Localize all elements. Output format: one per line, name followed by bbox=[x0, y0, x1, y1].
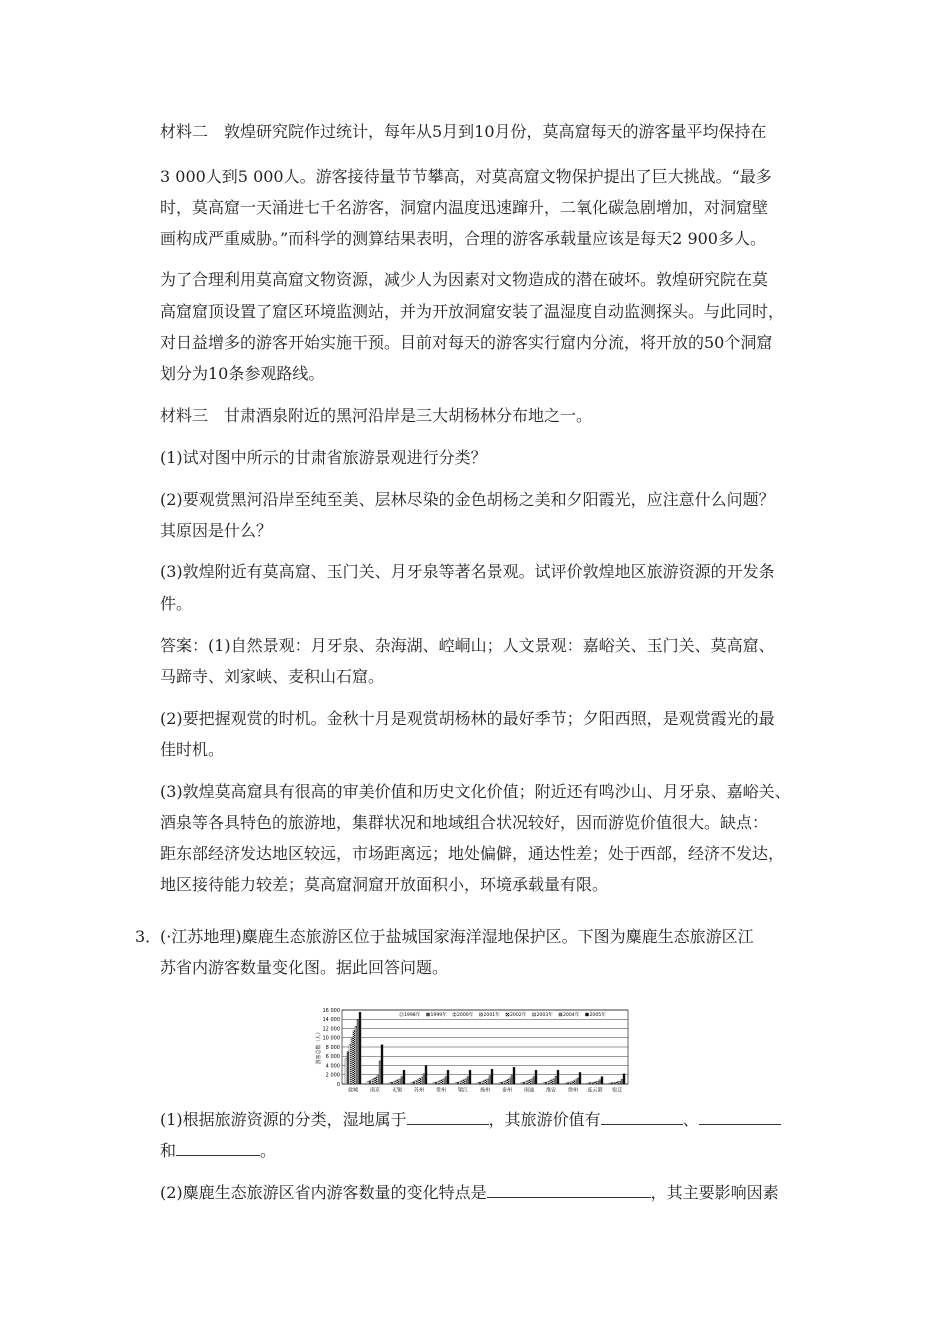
bar bbox=[463, 1080, 465, 1084]
bar bbox=[477, 1083, 479, 1084]
text-line: 酒泉等各具特色的旅游地，集群状况和地域组合状况较好，因而游览价值很大。缺点： bbox=[160, 813, 769, 832]
text-line: 3 000人到5 000人。游客接待量节节攀高，对莫高窟文物保护提出了巨大挑战。“最多 bbox=[160, 167, 772, 186]
bar bbox=[357, 1019, 359, 1084]
bar bbox=[565, 1083, 567, 1084]
bar bbox=[351, 1038, 353, 1084]
bar bbox=[599, 1080, 601, 1084]
bar bbox=[545, 1082, 547, 1084]
bar bbox=[375, 1077, 377, 1084]
x-tick-label: 扬州 bbox=[479, 1087, 491, 1094]
bar bbox=[353, 1031, 355, 1084]
bar bbox=[443, 1079, 445, 1084]
text-line: 件。 bbox=[160, 594, 193, 613]
bar bbox=[349, 1045, 351, 1084]
text-line: 其原因是什么？ bbox=[160, 521, 273, 540]
bar bbox=[573, 1081, 575, 1084]
x-tick-label: 苏州 bbox=[413, 1087, 425, 1094]
question-1: (1)试对图中所示的甘肃省旅游景观进行分类？ bbox=[160, 448, 487, 467]
bar bbox=[435, 1082, 437, 1084]
bar bbox=[503, 1082, 505, 1084]
bar bbox=[483, 1081, 485, 1084]
y-tick-label: 0 bbox=[336, 1081, 340, 1088]
bar bbox=[513, 1067, 515, 1084]
text-segment: (2)麋鹿生态旅游区省内游客数量的变化特点是 bbox=[160, 1183, 487, 1202]
bar bbox=[569, 1082, 571, 1084]
bar bbox=[619, 1081, 621, 1084]
bar bbox=[345, 1059, 347, 1084]
bar bbox=[597, 1081, 599, 1084]
text-segment: ，其旅游价值有 bbox=[488, 1110, 601, 1129]
bar bbox=[461, 1081, 463, 1084]
bar bbox=[557, 1070, 559, 1084]
text-line: (·江苏地理)麋鹿生态旅游区位于盐城国家海洋湿地保护区。下图为麋鹿生态旅游区江 bbox=[160, 927, 754, 946]
text-line: 高窟窟顶设置了窟区环境监测站，并为开放洞窟安装了温湿度自动监测探头。与此同时， bbox=[160, 302, 785, 321]
text-line: (2)要观赏黑河沿岸至纯至美、层林尽染的金色胡杨之美和夕阳霞光，应注意什么问题？ bbox=[160, 490, 775, 509]
bar bbox=[469, 1070, 471, 1084]
bar bbox=[511, 1075, 513, 1084]
legend-label: 2002年 bbox=[510, 1012, 527, 1018]
y-tick-label: 2 000 bbox=[325, 1072, 340, 1079]
legend-swatch bbox=[400, 1013, 403, 1016]
bar bbox=[529, 1080, 531, 1084]
bar bbox=[571, 1082, 573, 1084]
bar bbox=[577, 1078, 579, 1084]
x-tick-label: 徐州 bbox=[567, 1087, 579, 1094]
bar bbox=[415, 1081, 417, 1084]
bar bbox=[489, 1076, 491, 1084]
bar bbox=[533, 1077, 535, 1084]
y-tick-label: 14 000 bbox=[322, 1017, 340, 1024]
legend-swatch bbox=[586, 1013, 589, 1016]
bar bbox=[425, 1066, 427, 1085]
y-tick-label: 16 000 bbox=[322, 1007, 340, 1014]
text-segment: 和 bbox=[160, 1141, 177, 1160]
x-tick-label: 连云港 bbox=[587, 1087, 603, 1094]
x-tick-label: 南通 bbox=[523, 1087, 535, 1094]
y-tick-label: 10 000 bbox=[322, 1035, 340, 1042]
bar bbox=[485, 1080, 487, 1084]
bar bbox=[355, 1026, 357, 1084]
bar bbox=[395, 1081, 397, 1084]
bar bbox=[401, 1077, 403, 1084]
bar bbox=[615, 1082, 617, 1084]
bar bbox=[399, 1079, 401, 1084]
text-line: 画构成严重威胁。”而科学的测算结果表明，合理的游客承载量应该是每天2 900多人。 bbox=[160, 229, 766, 248]
bar bbox=[553, 1079, 555, 1084]
legend-label: 2003年 bbox=[536, 1012, 553, 1018]
bar bbox=[417, 1080, 419, 1084]
bar bbox=[613, 1083, 615, 1084]
legend-label: 1999年 bbox=[430, 1012, 447, 1018]
bar bbox=[389, 1083, 391, 1084]
bar bbox=[547, 1082, 549, 1084]
legend-swatch bbox=[533, 1013, 536, 1016]
bar bbox=[587, 1083, 589, 1084]
text-segment: (1)根据旅游资源的分类，湿地属于 bbox=[160, 1110, 407, 1129]
bar bbox=[575, 1080, 577, 1084]
text-line: 划分为10条参观路线。 bbox=[160, 364, 325, 383]
bar bbox=[507, 1079, 509, 1084]
legend-swatch bbox=[453, 1013, 456, 1016]
bar bbox=[391, 1082, 393, 1084]
bar bbox=[347, 1052, 349, 1084]
bar bbox=[601, 1077, 603, 1084]
text-line: 马蹄寺、刘家峡、麦积山石窟。 bbox=[160, 667, 385, 686]
bar bbox=[433, 1083, 435, 1084]
text-line: 对日益增多的游客开始实施干预。目前对每天的游客实行窟内分流，将开放的50个洞窟 bbox=[160, 333, 773, 352]
y-tick-label: 6 000 bbox=[325, 1054, 340, 1061]
bar bbox=[593, 1082, 595, 1084]
answer-blank[interactable] bbox=[176, 1139, 260, 1156]
bar bbox=[369, 1081, 371, 1084]
bar bbox=[499, 1083, 501, 1084]
bar bbox=[403, 1070, 405, 1084]
legend-label: 1998年 bbox=[404, 1012, 421, 1018]
legend-label: 2005年 bbox=[589, 1012, 606, 1018]
bar bbox=[589, 1083, 591, 1084]
bar bbox=[579, 1072, 581, 1084]
bar bbox=[459, 1082, 461, 1084]
material-three: 材料三 甘肃酒泉附近的黑河沿岸是三大胡杨林分布地之一。 bbox=[160, 406, 593, 425]
x-tick-label: 盐城 bbox=[347, 1087, 359, 1094]
bar bbox=[397, 1080, 399, 1084]
bar bbox=[509, 1078, 511, 1084]
text-line: (2)要把握观赏的时机。金秋十月是观赏胡杨林的最好季节；夕阳西照，是观赏霞光的最 bbox=[160, 709, 775, 728]
answer-blank[interactable] bbox=[487, 1181, 651, 1198]
bar bbox=[445, 1077, 447, 1084]
bar bbox=[527, 1081, 529, 1084]
bar bbox=[359, 1012, 361, 1084]
bar bbox=[455, 1083, 457, 1084]
legend-swatch bbox=[506, 1013, 509, 1016]
y-tick-label: 12 000 bbox=[322, 1026, 340, 1033]
bar bbox=[437, 1082, 439, 1084]
text-line: 地区接待能力较差；莫高窟洞窟开放面积小，环境承载量有限。 bbox=[160, 875, 609, 894]
bar bbox=[521, 1083, 523, 1084]
bar bbox=[413, 1082, 415, 1084]
x-tick-label: 南京 bbox=[369, 1087, 381, 1094]
bar bbox=[421, 1077, 423, 1084]
bar bbox=[457, 1082, 459, 1084]
bar bbox=[555, 1076, 557, 1084]
text-line: 材料二 敦煌研究院作过统计，每年从5月到10月份，莫高窟每天的游客量平均保持在 bbox=[160, 122, 767, 141]
answer-blank[interactable] bbox=[699, 1108, 781, 1125]
bar bbox=[491, 1069, 493, 1084]
x-tick-label: 镇江 bbox=[457, 1087, 469, 1094]
bar bbox=[447, 1070, 449, 1084]
bar bbox=[609, 1083, 611, 1084]
bar bbox=[623, 1074, 625, 1084]
bar bbox=[441, 1080, 443, 1084]
text-line: 答案：(1)自然景观：月牙泉、杂海湖、崆峒山；人文景观：嘉峪关、玉门关、莫高窟、 bbox=[160, 636, 775, 655]
legend-label: 2001年 bbox=[483, 1012, 500, 1018]
bar bbox=[611, 1083, 613, 1084]
text-line: 佳时机。 bbox=[160, 740, 225, 759]
legend-label: 2004年 bbox=[563, 1012, 580, 1018]
bar bbox=[373, 1078, 375, 1084]
bar bbox=[439, 1081, 441, 1084]
text-line: (3)敦煌莫高窟具有很高的审美价值和历史文化价值；附近还有鸣沙山、月牙泉、嘉峪关、 bbox=[160, 782, 791, 801]
answer-blank[interactable] bbox=[407, 1108, 489, 1125]
bar bbox=[479, 1082, 481, 1084]
bar bbox=[617, 1082, 619, 1084]
bar bbox=[481, 1082, 483, 1084]
bar bbox=[505, 1081, 507, 1084]
text-line: 苏省内游客数量变化图。据此回答问题。 bbox=[160, 958, 449, 977]
x-tick-label: 宿迁 bbox=[611, 1087, 623, 1094]
legend-swatch bbox=[559, 1013, 562, 1016]
bar bbox=[423, 1074, 425, 1084]
bar bbox=[377, 1075, 379, 1084]
bar bbox=[535, 1070, 537, 1084]
bar bbox=[371, 1080, 373, 1084]
bar bbox=[549, 1081, 551, 1084]
text-segment: ，其主要影响因素 bbox=[650, 1183, 779, 1202]
bar bbox=[531, 1079, 533, 1084]
bar bbox=[393, 1082, 395, 1084]
bar bbox=[419, 1078, 421, 1084]
text-line: 为了合理利用莫高窟文物资源，减少人为因素对文物造成的潜在破坏。敦煌研究院在莫 bbox=[160, 270, 769, 289]
bar bbox=[567, 1083, 569, 1084]
legend-label: 2000年 bbox=[457, 1012, 474, 1018]
legend-swatch bbox=[427, 1013, 430, 1016]
bar bbox=[621, 1079, 623, 1084]
text-line: 距东部经济发达地区较远，市场距离远；地处偏僻，通达性差；处于西部，经济不发达， bbox=[160, 844, 785, 863]
y-tick-label: 4 000 bbox=[325, 1063, 340, 1070]
text-line: 时，莫高窟一天涌进七千名游客，洞窟内温度迅速蹿升，二氧化碳急剧增加，对洞窟壁 bbox=[160, 198, 769, 217]
bar bbox=[487, 1079, 489, 1084]
visitor-count-chart bbox=[312, 1005, 638, 1099]
bar bbox=[379, 1061, 381, 1084]
bar bbox=[381, 1045, 383, 1084]
text-line: (3)敦煌附近有莫高窟、玉门关、月牙泉等著名景观。试评价敦煌地区旅游资源的开发条 bbox=[160, 562, 775, 581]
x-tick-label: 无锡 bbox=[391, 1087, 403, 1094]
legend-swatch bbox=[480, 1013, 483, 1016]
bar bbox=[543, 1083, 545, 1084]
answer-blank[interactable] bbox=[601, 1108, 683, 1125]
bar bbox=[367, 1082, 369, 1084]
bar bbox=[411, 1082, 413, 1084]
text-segment: 、 bbox=[682, 1110, 699, 1129]
x-tick-label: 淮安 bbox=[545, 1087, 557, 1094]
bar bbox=[523, 1082, 525, 1084]
text-segment: 。 bbox=[260, 1141, 277, 1160]
bar bbox=[525, 1082, 527, 1084]
bar bbox=[595, 1082, 597, 1084]
bar bbox=[467, 1077, 469, 1084]
y-tick-label: 8 000 bbox=[325, 1044, 340, 1051]
bar bbox=[551, 1080, 553, 1084]
bar bbox=[501, 1082, 503, 1084]
bar bbox=[465, 1079, 467, 1084]
x-tick-label: 常州 bbox=[435, 1087, 447, 1094]
x-tick-label: 泰州 bbox=[501, 1087, 513, 1094]
y-axis-label: 游客总数（人） bbox=[316, 1029, 322, 1065]
question-number: 3． bbox=[135, 927, 162, 946]
bar bbox=[591, 1083, 593, 1084]
